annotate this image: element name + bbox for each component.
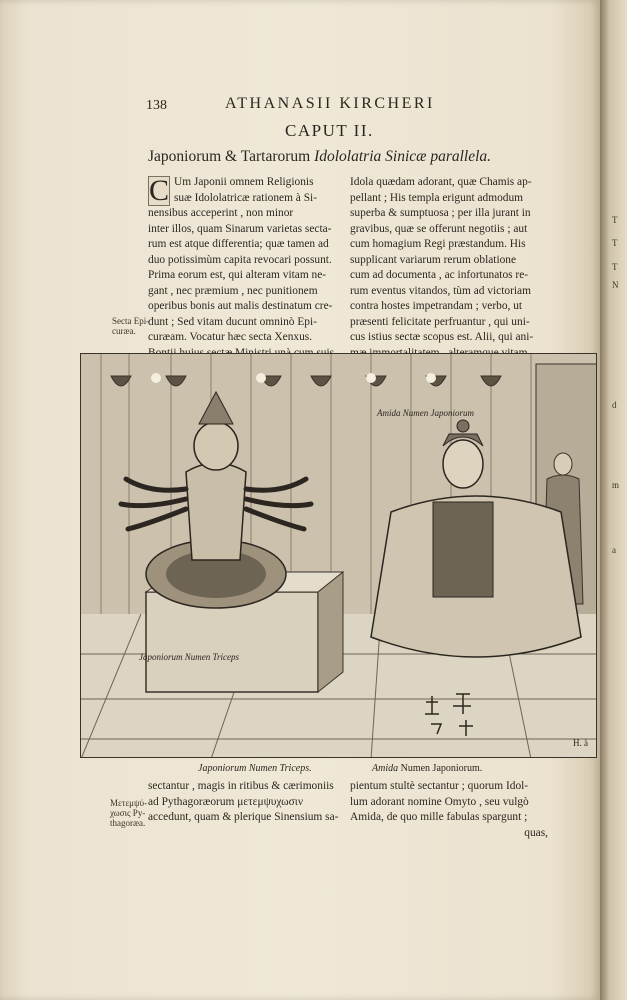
text-line: curæam. Vocatur hæc secta Xenxus.	[148, 331, 313, 343]
text-line: cum ad documenta , ac infortunatos re-	[350, 269, 529, 281]
text-line: gant , nec præmium , nec punitionem	[148, 284, 318, 297]
running-head: ATHANASII KIRCHERI	[225, 95, 435, 112]
text-line: Amida, de quo mille fabulas spargunt ;	[350, 811, 528, 823]
text-line: superba & sumptuosa ; per illa jurant in	[350, 207, 531, 219]
margin-note-metempsychosis: Μετεμψύ- χωσις Py- thagoræa.	[110, 798, 148, 828]
text-line: contra hostes impetrandam ; verbo, ut	[350, 300, 523, 312]
engraving-illustration	[81, 354, 597, 758]
text-line: sectantur , magis in ritibus & cærimoniis	[148, 780, 334, 792]
text-line: Idola quædam adorant, quæ Chamis ap-	[350, 176, 532, 188]
engraver-signature: H. à	[573, 738, 588, 748]
text-line: dunt ; Sed vitam ducunt omninò Epi-	[148, 315, 317, 328]
text-line: cum homagium Regi præstandum. His	[350, 238, 526, 250]
text-line: supplicant variarum rerum oblatione	[350, 253, 517, 266]
chapter-subtitle	[148, 148, 491, 166]
subtitle-italic: Idololatria Sinicæ parallela.	[314, 148, 492, 165]
text-line: gravibus, quæ se offerunt negotiis ; aut	[350, 222, 528, 235]
caption-right: Amida Numen Japoniorum.	[372, 763, 483, 774]
text-line: operibus bonis aut malis destinatum cre-	[148, 300, 333, 312]
text-column-right-bottom	[350, 779, 548, 841]
text-line: cus istius sectæ scopus est. Alii, qui ani-	[350, 331, 534, 343]
text-line: quas,	[524, 826, 548, 839]
text-line: ad Pythagoræorum μετεμψυχωσιν	[148, 795, 304, 808]
caption-left: Japoniorum Numen Triceps.	[198, 763, 312, 774]
text-line: inter illos, quam Sinarum varietas secta-	[148, 222, 332, 235]
text-line: Um Japonii omnem Religionis	[174, 176, 314, 188]
engraving-plate	[80, 353, 597, 758]
next-page-edge: T T T N d m a	[600, 0, 627, 1000]
page-number: 138	[146, 98, 167, 113]
text-line: accedunt, quam & plerique Sinensium sa-	[148, 811, 338, 823]
text-column-right-top	[350, 175, 548, 361]
drop-cap-initial: C	[149, 174, 170, 207]
text-line: rum eventus vitandos, tùm ad victoriam	[350, 284, 531, 297]
text-line: Prima eorum est, qui alteram vitam ne-	[148, 269, 327, 281]
text-line: suæ Idololatricæ rationem à Si-	[174, 191, 317, 204]
text-line: duo potissimùm capita revocari possunt.	[148, 253, 332, 266]
plate-label-amida: Amida Numen Japoniorum	[377, 408, 474, 418]
text-line: lum adorant nomine Omyto , seu vulgò	[350, 795, 529, 808]
text-column-left-top	[148, 175, 338, 361]
subtitle-plain: Japoniorum & Tartarorum	[148, 148, 311, 165]
text-line: pellant ; His templa erigunt admodum	[350, 191, 524, 204]
plate-label-triceps: Japoniorum Numen Triceps	[139, 652, 239, 662]
text-line: rum est atque differentia; quæ tamen ad	[148, 238, 329, 250]
text-line: præsenti felicitate perfruantur , qui uni-	[350, 315, 530, 328]
text-line: nensibus acceperint , non minor	[148, 207, 294, 219]
text-line: pientum stultè sectantur ; quorum Idol-	[350, 780, 529, 792]
margin-note-secta: Secta Epi- curæa.	[112, 316, 150, 336]
text-column-left-bottom	[148, 779, 338, 826]
chapter-heading: CAPUT II.	[285, 121, 374, 140]
